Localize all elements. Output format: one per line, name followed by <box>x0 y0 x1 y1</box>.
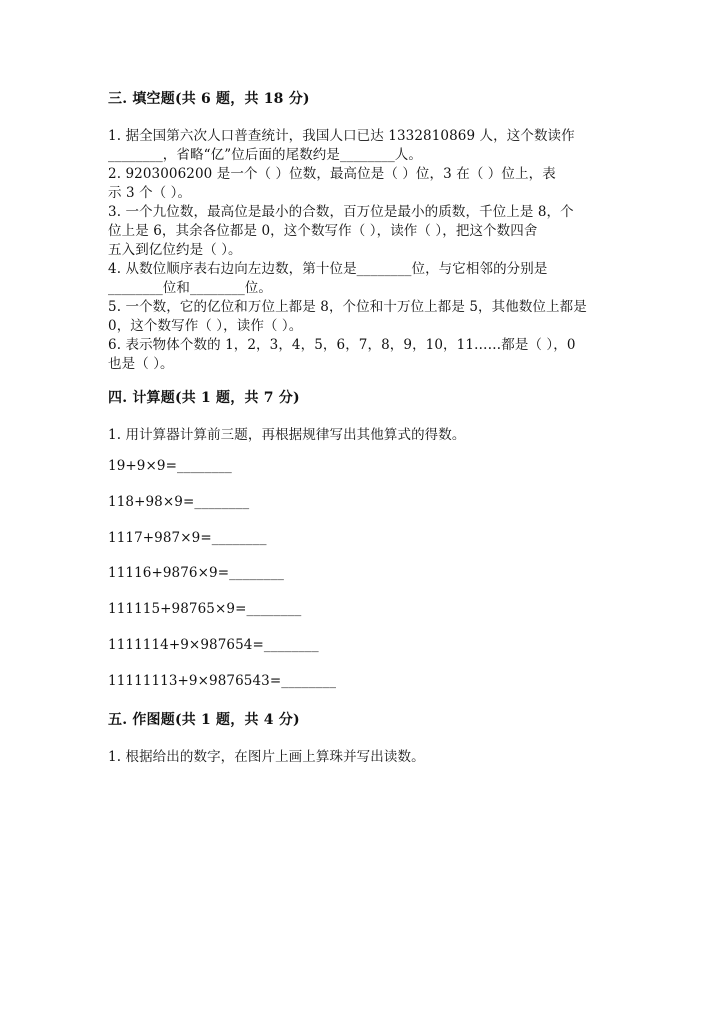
section-4-heading: 四. 计算题(共 1 题，共 7 分) <box>108 390 300 406</box>
q4-line-1: 4. 从数位顺序表右边向左边数，第十位是________位，与它相邻的分别是 <box>108 261 548 277</box>
equation-7: 11111113+9×9876543=________ <box>108 673 337 689</box>
q2-line-1: 2. 9203006200 是一个（ ）位数，最高位是（ ）位，3 在（ ）位上，表 <box>108 166 556 182</box>
equation-2: 118+98×9=________ <box>108 494 250 510</box>
q5-line-2: 0，这个数写作（ ），读作（ ）。 <box>108 318 303 334</box>
q6-line-2: 也是（ ）。 <box>108 356 174 372</box>
section-4-instruction: 1. 用计算器计算前三题，再根据规律写出其他算式的得数。 <box>108 427 466 443</box>
q3-line-2: 位上是 6，其余各位都是 0，这个数写作（ ），读作（ ），把这个数四舍 <box>108 223 538 239</box>
equation-1: 19+9×9=________ <box>108 458 232 474</box>
q1-line-2: ________，省略“亿”位后面的尾数约是________人。 <box>108 147 423 163</box>
section-5-instruction: 1. 根据给出的数字，在图片上画上算珠并写出读数。 <box>108 749 425 765</box>
equation-3: 1117+987×9=________ <box>108 530 267 546</box>
equation-6: 1111114+9×987654=________ <box>108 637 319 653</box>
q6-line-1: 6. 表示物体个数的 1，2，3，4，5，6，7，8，9，10，11……都是（ ），0 <box>108 337 576 353</box>
section-5-heading: 五. 作图题(共 1 题，共 4 分) <box>108 712 300 728</box>
q3-line-3: 五入到亿位约是（ ）。 <box>108 242 242 258</box>
equation-5: 111115+98765×9=________ <box>108 601 302 617</box>
section-3-heading: 三. 填空题(共 6 题，共 18 分) <box>108 91 310 107</box>
q5-line-1: 5. 一个数，它的亿位和万位上都是 8，个位和十万位上都是 5，其他数位上都是 <box>108 299 587 315</box>
q1-line-1: 1. 据全国第六次人口普查统计，我国人口已达 1332810869 人，这个数读作 <box>108 128 575 144</box>
q2-line-2: 示 3 个（ ）。 <box>108 185 192 201</box>
q3-line-1: 3. 一个九位数，最高位是最小的合数，百万位是最小的质数，千位上是 8，个 <box>108 204 574 220</box>
q4-line-2: ________位和________位。 <box>108 280 272 296</box>
equation-4: 11116+9876×9=________ <box>108 565 284 581</box>
